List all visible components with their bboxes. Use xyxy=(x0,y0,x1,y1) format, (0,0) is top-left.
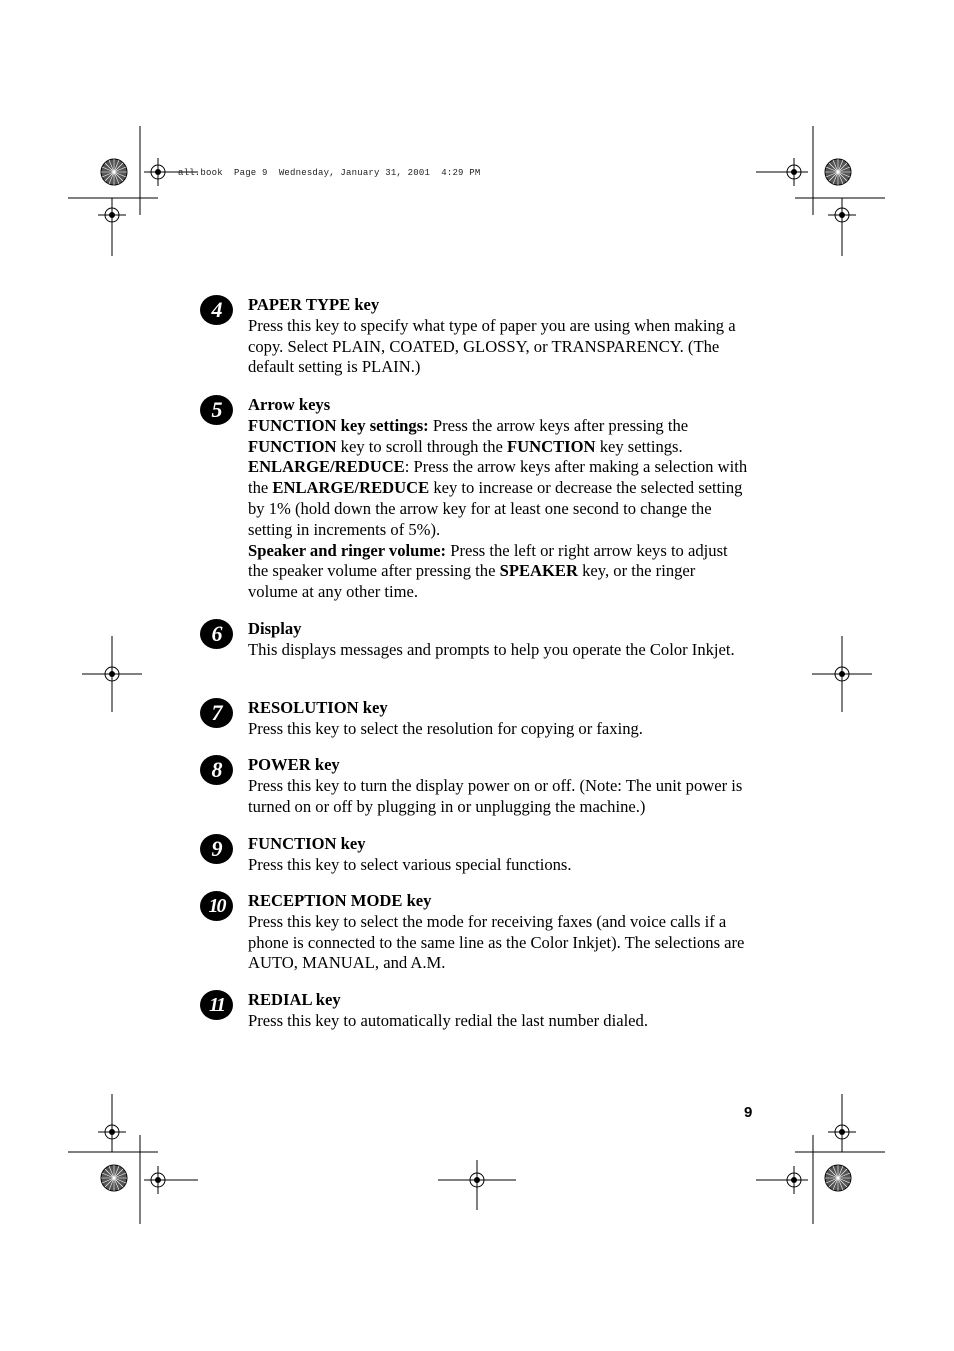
item-body xyxy=(248,619,748,661)
item-body xyxy=(248,395,748,603)
item-number-badge: 11 xyxy=(200,990,233,1020)
item-title: RESOLUTION key xyxy=(248,698,388,717)
speaker-ringer-volume-text: Speaker and ringer volume: Press the left or right arrow keys to adjust the speaker volume after pressing the SPEAKER key, or the ringer volume at any other time. xyxy=(248,540,728,602)
function-key-settings-text: FUNCTION key settings: Press the arrow keys after pressing the FUNCTION key to scroll through the FUNCTION key settings. xyxy=(248,415,689,456)
item-text: This displays messages and prompts to help you operate the Color Inkjet. xyxy=(248,639,735,659)
item-body xyxy=(248,755,748,817)
item-title: Arrow keys xyxy=(248,395,331,414)
item-number-badge: 5 xyxy=(200,395,233,425)
item-number-badge: 10 xyxy=(200,891,233,921)
item-text: Press this key to select the mode for receiving faxes (and voice calls if a phone is connected to the same line as the Color Inkjet). The selections are AUTO, MANUAL, and A.M. xyxy=(248,911,745,973)
item-title: PAPER TYPE key xyxy=(248,295,380,314)
item-number-badge: 4 xyxy=(200,295,233,325)
item-body xyxy=(248,990,748,1032)
item-number-badge: 9 xyxy=(200,834,233,864)
item-text: Press this key to specify what type of paper you are using when making a copy. Select PLAIN, COATED, GLOSSY, or TRANSPARENCY. (The default setting is PLAIN.) xyxy=(248,315,736,377)
item-title: FUNCTION key xyxy=(248,834,366,853)
item-number-badge: 6 xyxy=(200,619,233,649)
item-body xyxy=(248,834,748,876)
item-body xyxy=(248,698,748,740)
item-body xyxy=(248,891,748,974)
item-number-badge: 8 xyxy=(200,755,233,785)
item-title: REDIAL key xyxy=(248,990,341,1009)
item-body xyxy=(248,295,748,378)
page-number: 9 xyxy=(744,1104,753,1121)
enlarge-reduce-text: ENLARGE/REDUCE: Press the arrow keys after making a selection with the ENLARGE/REDUCE key to increase or decrease the selected setting by 1% (hold down the arrow key for at least one second to change the setting in increments of 5%). xyxy=(248,457,748,539)
item-title: POWER key xyxy=(248,755,340,774)
item-title: RECEPTION MODE key xyxy=(248,891,432,910)
item-text: Press this key to automatically redial the last number dialed. xyxy=(248,1010,648,1030)
item-title: Display xyxy=(248,619,302,638)
item-text: Press this key to select the resolution for copying or faxing. xyxy=(248,718,643,738)
item-number-badge: 7 xyxy=(200,698,233,728)
item-text: Press this key to turn the display power on or off. (Note: The unit power is turned on or off by plugging in or unplugging the machine.) xyxy=(248,775,743,816)
item-text: Press this key to select various special functions. xyxy=(248,854,572,874)
print-slug: all.book Page 9 Wednesday, January 31, 2001 4:29 PM xyxy=(178,168,481,178)
